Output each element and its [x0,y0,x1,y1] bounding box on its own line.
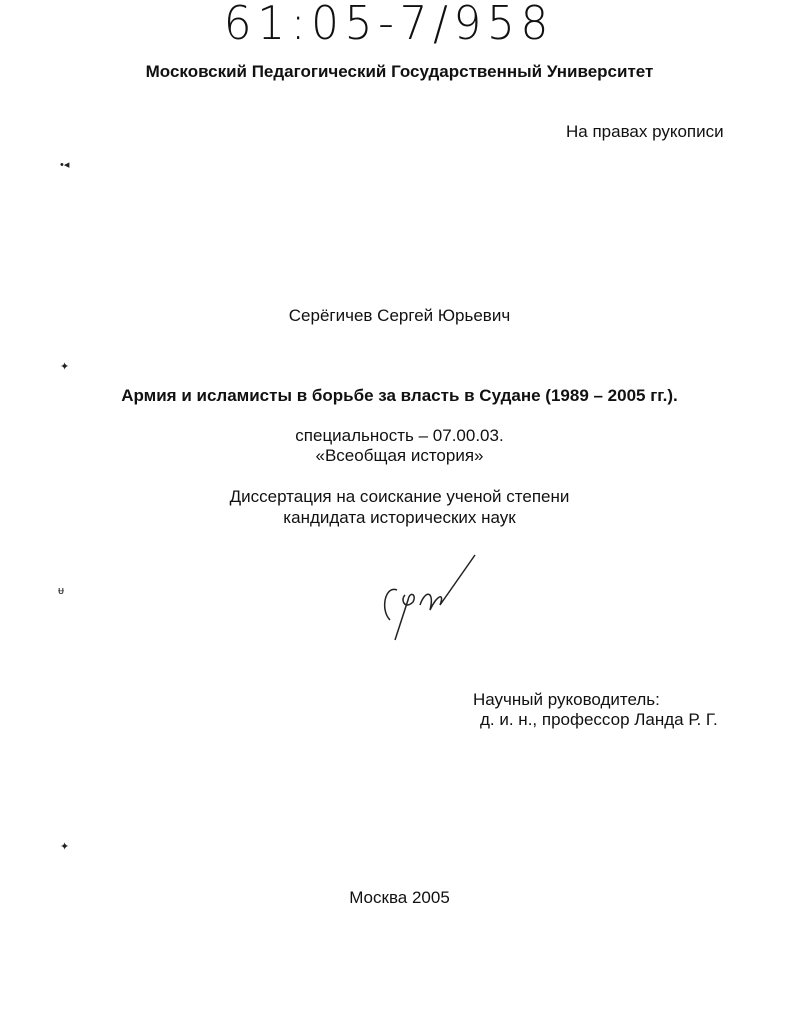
city-year: Москва 2005 [349,888,450,907]
handwritten-call-number: 61:05-7/958 [223,0,555,50]
university-name: Московский Педагогический Государственный Университет [145,62,654,81]
binding-mark: ᵾ [58,585,65,597]
author-signature [375,550,485,645]
specialty-code: специальность – 07.00.03. [295,426,504,445]
specialty-name: «Всеобщая история» [315,446,484,465]
supervisor-label: Научный руководитель: [473,690,660,709]
degree-line-2: кандидата исторических наук [283,508,516,527]
binding-mark: ✦ [60,361,70,373]
dissertation-title: Армия и исламисты в борьбе за власть в Судане (1989 – 2005 гг.). [121,386,678,405]
author-name: Серёгичев Сергей Юрьевич [288,306,511,325]
rights-note: На правах рукописи [566,122,724,141]
supervisor-name: д. и. н., профессор Ланда Р. Г. [480,710,718,729]
binding-mark: ✦ [60,841,70,853]
binding-mark: •◂ [60,159,70,171]
degree-line-1: Диссертация на соискание ученой степени [229,487,570,506]
